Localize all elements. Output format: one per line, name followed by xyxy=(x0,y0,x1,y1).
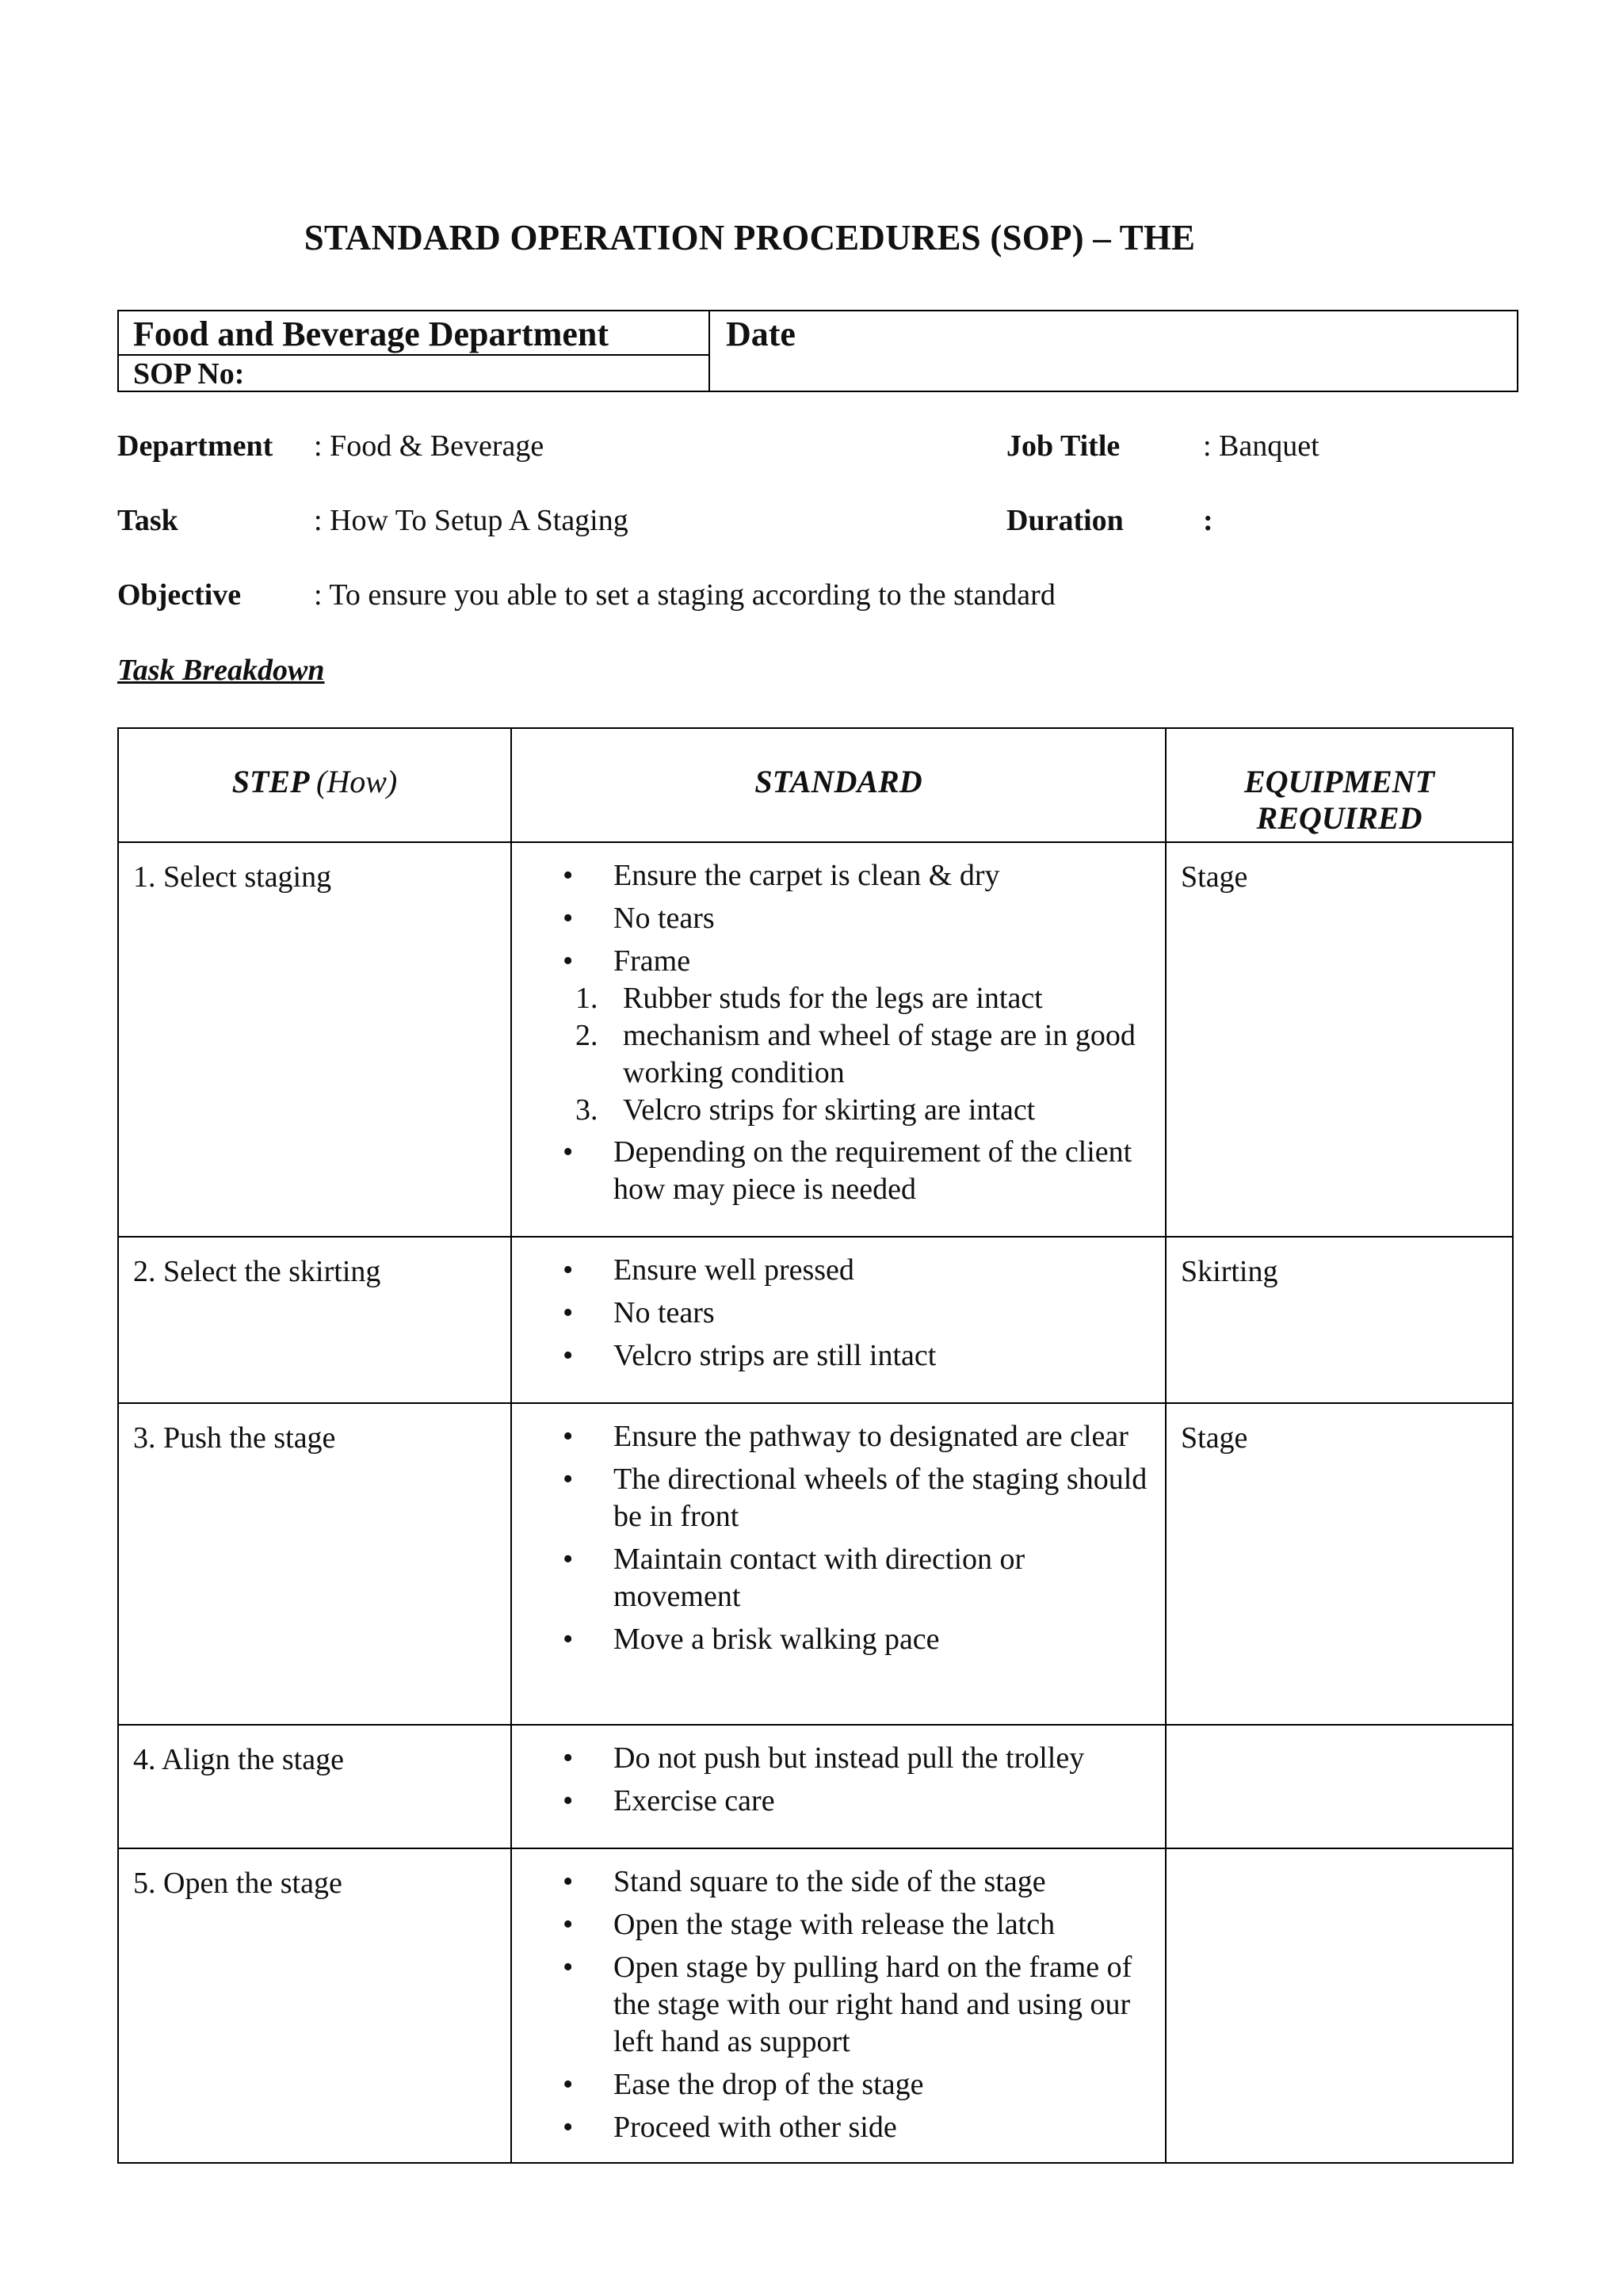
list-item xyxy=(512,1092,1157,1129)
list-item: • Maintain contact with direction or movement xyxy=(512,1541,1157,1615)
objective-value: : To ensure you able to set a staging according to the standard xyxy=(314,578,1056,612)
table-row xyxy=(118,842,1513,1237)
list-text: Rubber studs for the legs are intact xyxy=(623,982,1043,1015)
list-item: • Open the stage with release the latch xyxy=(512,1906,1157,1943)
list-number: 3. xyxy=(575,1093,598,1127)
list-item: • No tears xyxy=(512,1295,1157,1332)
header-left-column xyxy=(119,311,710,391)
department-label: Department xyxy=(117,429,273,463)
department-cell: Food and Beverage Department xyxy=(119,311,708,356)
standard-cell xyxy=(511,1403,1166,1725)
list-item: • Exercise care xyxy=(512,1783,1157,1820)
document-title: STANDARD OPERATION PROCEDURES (SOP) – THE xyxy=(304,218,1196,257)
table-row xyxy=(118,1848,1513,2163)
step-header-label: STEP xyxy=(231,764,309,799)
duration-value: : xyxy=(1203,504,1213,537)
task-value: : How To Setup A Staging xyxy=(314,504,628,537)
task-label: Task xyxy=(117,504,178,537)
job-title-label: Job Title xyxy=(1006,429,1121,463)
standard-header: STANDARD xyxy=(511,728,1166,842)
date-cell: Date xyxy=(726,315,796,353)
list-item: • Proceed with other side xyxy=(512,2109,1157,2146)
list-item: • Depending on the requirement of the client how may piece is needed xyxy=(512,1134,1157,1208)
standard-cell xyxy=(511,842,1166,1237)
list-item: • Ease the drop of the stage xyxy=(512,2066,1157,2103)
list-item: • Do not push but instead pull the trolley xyxy=(512,1740,1157,1777)
equipment-cell: Skirting xyxy=(1166,1237,1513,1403)
table-row xyxy=(118,1403,1513,1725)
equipment-cell xyxy=(1166,1848,1513,2163)
equipment-cell: Stage xyxy=(1166,842,1513,1237)
step-cell: 3. Push the stage xyxy=(118,1403,511,1725)
header-box xyxy=(117,310,1518,392)
table-row xyxy=(118,1237,1513,1403)
list-item: • Velcro strips are still intact xyxy=(512,1337,1157,1375)
department-value: : Food & Beverage xyxy=(314,429,544,463)
step-cell: 2. Select the skirting xyxy=(118,1237,511,1403)
job-title-value: : Banquet xyxy=(1203,429,1319,463)
standard-cell xyxy=(511,1725,1166,1848)
standard-cell xyxy=(511,1848,1166,2163)
task-breakdown-table xyxy=(117,727,1514,2164)
table-header-row xyxy=(118,728,1513,842)
list-item: • Ensure the carpet is clean & dry xyxy=(512,857,1157,894)
sop-number-cell: SOP No: xyxy=(133,357,245,391)
list-item: • Stand square to the side of the stage xyxy=(512,1863,1157,1901)
task-breakdown-heading: Task Breakdown xyxy=(117,654,325,687)
equipment-cell xyxy=(1166,1725,1513,1848)
step-cell: 5. Open the stage xyxy=(118,1848,511,2163)
step-header xyxy=(118,728,511,842)
equipment-cell: Stage xyxy=(1166,1403,1513,1725)
list-item xyxy=(512,1017,1157,1092)
table-row xyxy=(118,1725,1513,1848)
equipment-header: EQUIPMENT REQUIRED xyxy=(1166,728,1513,842)
duration-label: Duration xyxy=(1006,504,1124,537)
list-item: • Ensure the pathway to designated are clear xyxy=(512,1418,1157,1455)
list-item: • Open stage by pulling hard on the frame of the stage with our right hand and using our left hand as support xyxy=(512,1949,1157,2061)
step-header-suffix: (How) xyxy=(316,764,398,799)
list-number: 2. xyxy=(575,1019,598,1052)
standard-cell xyxy=(511,1237,1166,1403)
step-cell: 4. Align the stage xyxy=(118,1725,511,1848)
list-item: • Move a brisk walking pace xyxy=(512,1621,1157,1658)
list-item: • No tears xyxy=(512,900,1157,937)
list-item: • The directional wheels of the staging should be in front xyxy=(512,1461,1157,1535)
list-item: • Frame xyxy=(512,943,1157,980)
list-text: mechanism and wheel of stage are in good working condition xyxy=(623,1019,1136,1089)
list-item xyxy=(512,980,1157,1017)
list-item: • Ensure well pressed xyxy=(512,1252,1157,1289)
objective-label: Objective xyxy=(117,578,242,612)
list-number: 1. xyxy=(575,982,598,1015)
step-cell: 1. Select staging xyxy=(118,842,511,1237)
list-text: Velcro strips for skirting are intact xyxy=(623,1093,1036,1127)
